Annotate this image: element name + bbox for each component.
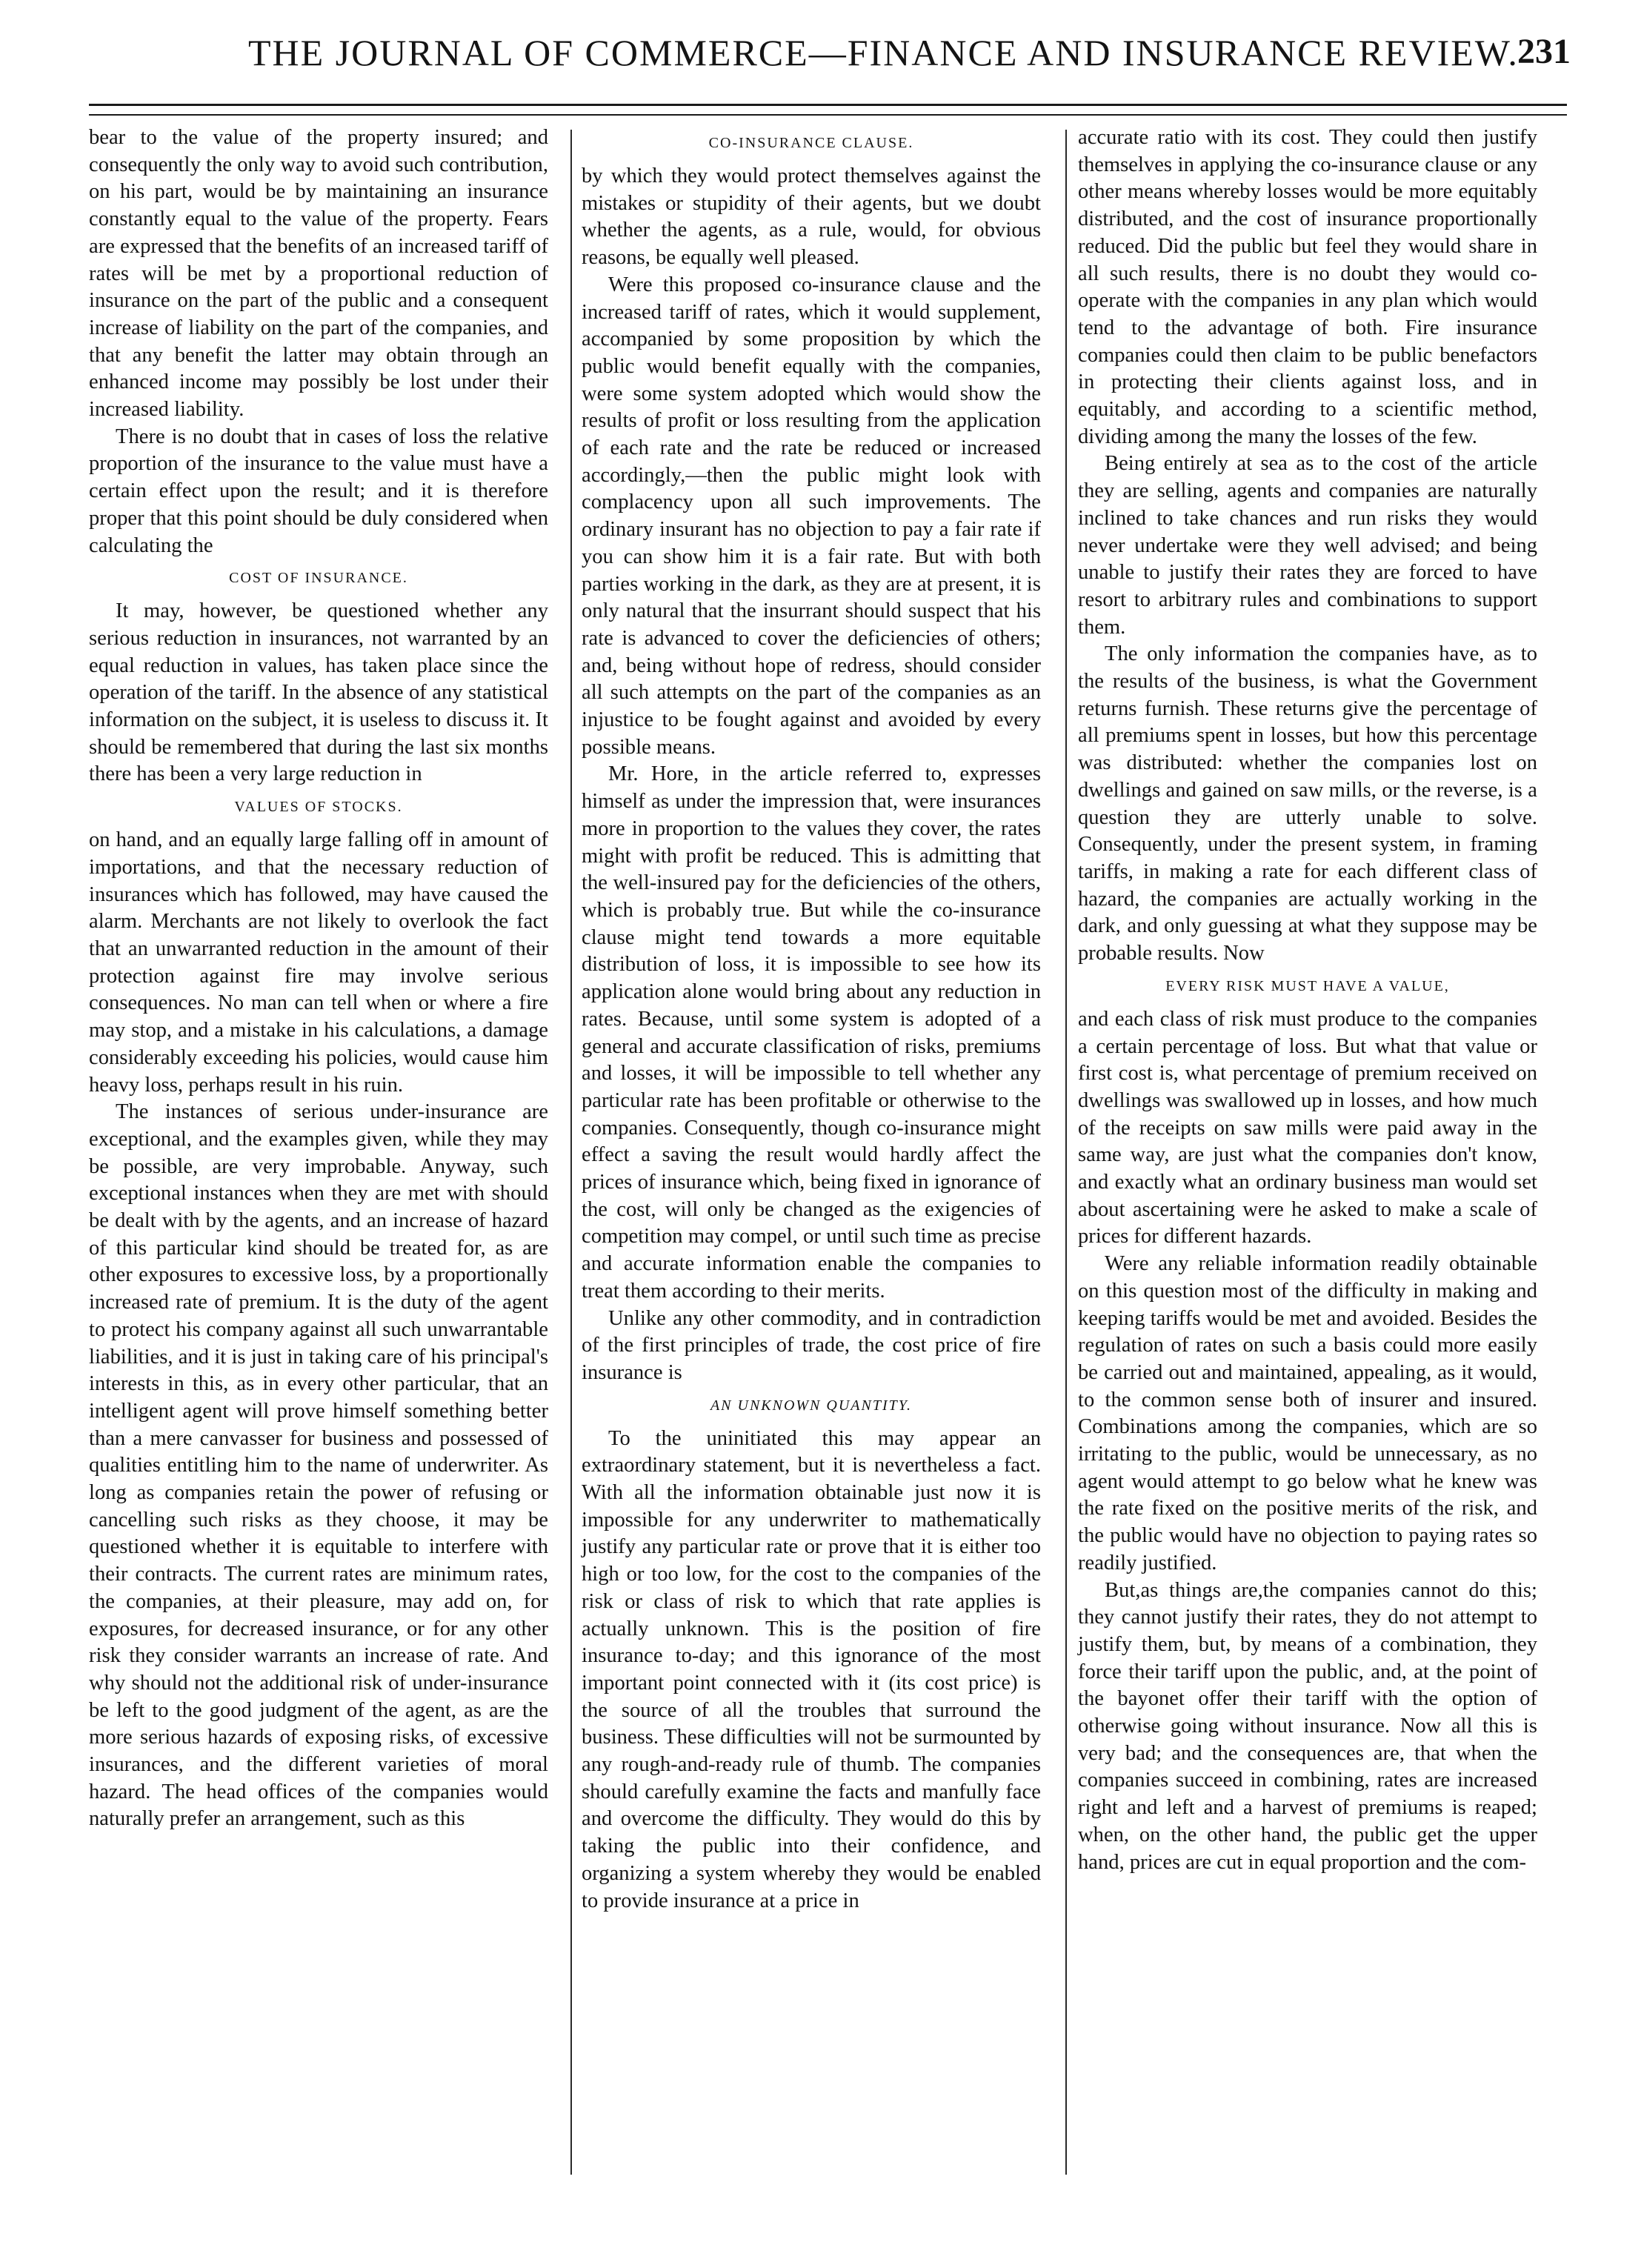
paragraph: Mr. Hore, in the article referred to, expresses himself as under the impression that, were insurances more in proportion to the values they cover, the rates might with profit be reduced. This is admitting that the well-insured pay for the deficiencies of the others, which is probably true. But while the co-insurance clause might tend towards a more equitable distribution of loss, it is impossible to see how its application alone would bring about any reduction in rates. Because, until some system is adopted of a general and accurate classification of risks, premiums and losses, it will be impossible to tell whether any particular rate has been profitable or otherwise to the companies. Consequently, though co-insurance might effect a saving the result would hardly affect the prices of insurance which, being fixed in ignorance of the cost, will only be changed as the exigencies of competition may compel, or until such time as precise and accurate information enable the companies to treat them according to their merits. bbox=[582, 762, 1041, 1303]
paragraph: bear to the value of the property insured; and consequently the only way to avoid such contribution, on his part, would be by maintaining an insurance constantly equal to the value of the property. Fears are expressed that the benefits of an increased tariff of rates will be met by a proportional reduction of insurance on the part of the public and a consequent increase of liability on the part of the companies, and that any benefit the latter may obtain through an enhanced income may possibly be lost under their increased liability. bbox=[89, 126, 548, 422]
column-1 bbox=[89, 124, 548, 1833]
paragraph: on hand, and an equally large falling off in amount of importations, and that the necessary reduction of insurances which has followed, may have caused the alarm. Merchants are not likely to overlook the fact that an unwarranted reduction in the amount of their protection against fire may involve serious consequences. No man can tell when or where a fire may stop, and a mistake in his calculations, a damage considerably exceeding his policies, would cause him heavy loss, perhaps result in his ruin. bbox=[89, 828, 548, 1097]
column-divider-2 bbox=[1065, 130, 1067, 2175]
header-rule-double bbox=[89, 114, 1567, 116]
paragraph: by which they would protect themselves against the mistakes or stupidity of their agents, but we doubt whether the agents, as a rule, would, for obvious reasons, be equally well pleased. bbox=[582, 164, 1041, 270]
paragraph: Unlike any other commodity, and in contradiction of the first principles of trade, the cost price of fire insurance is bbox=[582, 1306, 1041, 1384]
paragraph: There is no doubt that in cases of loss the relative proportion of the insurance to the value must have a certain effect upon the result; and it is therefore proper that this point should be duly considered when calculating the bbox=[89, 425, 548, 557]
section-heading: AN UNKNOWN QUANTITY. bbox=[710, 1397, 913, 1414]
paragraph: To the uninitiated this may appear an extraordinary statement, but it is nevertheless a fact. With all the information obtainable just now it is impossible for any underwriter to mathematically justify any particular rate or prove that it is either too high or too low, for the cost to the companies of the risk or class of risk to which that rate applies is actually unknown. This is the position of fire insurance to-day; and this ignorance of the most important point connected with it (its cost price) is the source of all the troubles that surround the business. These difficulties will not be surmounted by any rough-and-ready rule of thumb. The companies should carefully examine the facts and manfully face and overcome the difficulty. They would do this by taking the public into their confidence, and organizing a system whereby they would be enabled to provide insurance at a price in bbox=[582, 1426, 1041, 1912]
journal-title: THE JOURNAL OF COMMERCE—FINANCE AND INSURANCE REVIEW. bbox=[248, 32, 1519, 73]
paragraph: The only information the companies have, as to the results of the business, is what the Government returns furnish. These returns give the percentage of all premiums spent in losses, but how this percentage was distributed: whether the companies lost on dwellings and gained on saw mills, or the reverse, is a question they are utterly unable to solve. Consequently, under the present system, in framing tariffs, in making a rate for each different class of hazard, the companies are actually working in the dark, and only guessing at what they suppose may be probable results. Now bbox=[1078, 642, 1537, 965]
section-heading: EVERY RISK MUST HAVE A VALUE, bbox=[1165, 977, 1450, 994]
section-heading: COST OF INSURANCE. bbox=[229, 570, 408, 587]
paragraph: Were this proposed co-insurance clause and the increased tariff of rates, which it would supplement, accompanied by some proposition by which the public would benefit equally with the companies, were some system adopted which would show the results of profit or loss resulting from the application of each rate and the rate be reduced or increased accordingly,—then the public might look with complacency upon all such improvements. The ordinary insurant has no objection to pay a fair rate if you can show him it is a fair rate. But with both parties working in the dark, as they are at present, it is only natural that the insurrant should suspect that his rate is advanced to cover the deficiencies of others; and, being without hope of redress, should consider all such attempts on the part of the companies as an injustice to be fought against and avoided by every possible means. bbox=[582, 273, 1041, 759]
column-divider-1 bbox=[570, 130, 572, 2175]
section-heading: VALUES OF STOCKS. bbox=[234, 799, 403, 816]
page-number: 231 bbox=[1517, 32, 1571, 71]
paragraph: and each class of risk must produce to the companies a certain percentage of loss. But what that value or first cost is, what percentage of premium received on dwellings was swallowed up in losses, and how much of the receipts on saw mills were paid away in the same way, are just what the companies don't know, and exactly what an ordinary business man would set about ascertaining were he asked to make a scale of prices for different hazards. bbox=[1078, 1007, 1537, 1248]
column-2 bbox=[582, 124, 1041, 1915]
paragraph: The instances of serious under-insurance are exceptional, and the examples given, while they may be possible, are very improbable. Anyway, such exceptional instances when they are met with should be dealt with by the agents, and an increase of hazard of this particular kind should be treated for, as are other exposures to excessive loss, by a proportionally increased rate of premium. It is the duty of the agent to protect his company against all such unwarrantable liabilities, and it is just in taking care of his principal's interests in this, as in every other particular, that an intelligent agent will prove himself something better than a mere canvasser for business and possessed of qualities entitling him to the name of underwriter. As long as companies retain the power of refusing or cancelling such risks as they choose, it may be questioned whether it is equitable to interfere with their contracts. The current rates are minimum rates, the companies, at their pleasure, may add on, for exposures, for decreased insurance, or for any other risk they consider warrants an increase of rate. And why should not the additional risk of under-insurance be left to the good judgment of the agent, as are the more serious hazards of exposing risks, of excessive insurances, and the different varieties of moral hazard. The head offices of the companies would naturally prefer an arrangement, such as this bbox=[89, 1100, 548, 1831]
paragraph: But,as things are,the companies cannot do this; they cannot justify their rates, they do not attempt to justify them, but, by means of a combination, they force their tariff upon the public, and, at the point of the bayonet offer their tariff with the option of otherwise going without insurance. Now all this is very bad; and the consequences are, that when the companies succeed in combining, rates are increased right and left and a harvest of premiums is reaped; when, on the other hand, the public get the upper hand, prices are cut in equal proportion and the com- bbox=[1078, 1578, 1537, 1874]
paragraph: Being entirely at sea as to the cost of the article they are selling, agents and companies are naturally inclined to take chances and run risks they would never undertake were they well advised; and being unable to justify their rates they are forced to have resort to arbitrary rules and combinations to support them. bbox=[1078, 452, 1537, 639]
page-header bbox=[89, 31, 1571, 90]
section-heading: CO-INSURANCE CLAUSE. bbox=[708, 135, 914, 151]
paragraph: accurate ratio with its cost. They could then justify themselves in applying the co-insurance clause or any other means whereby losses would be more equitably distributed, and the cost of insurance proportionally reduced. Did the public but feel they would share in all such results, there is no doubt they would co-operate with the companies in any plan which would tend to the advantage of both. Fire insurance companies could then claim to be public benefactors in protecting their clients against loss, and in equitably, and according to a scientific method, dividing among the many the losses of the few. bbox=[1078, 126, 1537, 448]
paragraph: It may, however, be questioned whether any serious reduction in insurances, not warranted by an equal reduction in values, has taken place since the operation of the tariff. In the absence of any statistical information on the subject, it is useless to discuss it. It should be remembered that during the last six months there has been a very large reduction in bbox=[89, 599, 548, 786]
paragraph: Were any reliable information readily obtainable on this question most of the difficulty in making and keeping tariffs would be met and avoided. Besides the regulation of rates on such a basis could more easily be carried out and maintained, appealing, as it would, to the common sense both of insurer and insured. Combinations among the companies, which are so irritating to the public, would be unnecessary, as no agent would attempt to go below what he knew was the rate fixed on the positive merits of the risk, and the public would have no objection to paying rates so readily justified. bbox=[1078, 1252, 1537, 1574]
column-3 bbox=[1078, 124, 1537, 1876]
header-rule bbox=[89, 104, 1567, 106]
